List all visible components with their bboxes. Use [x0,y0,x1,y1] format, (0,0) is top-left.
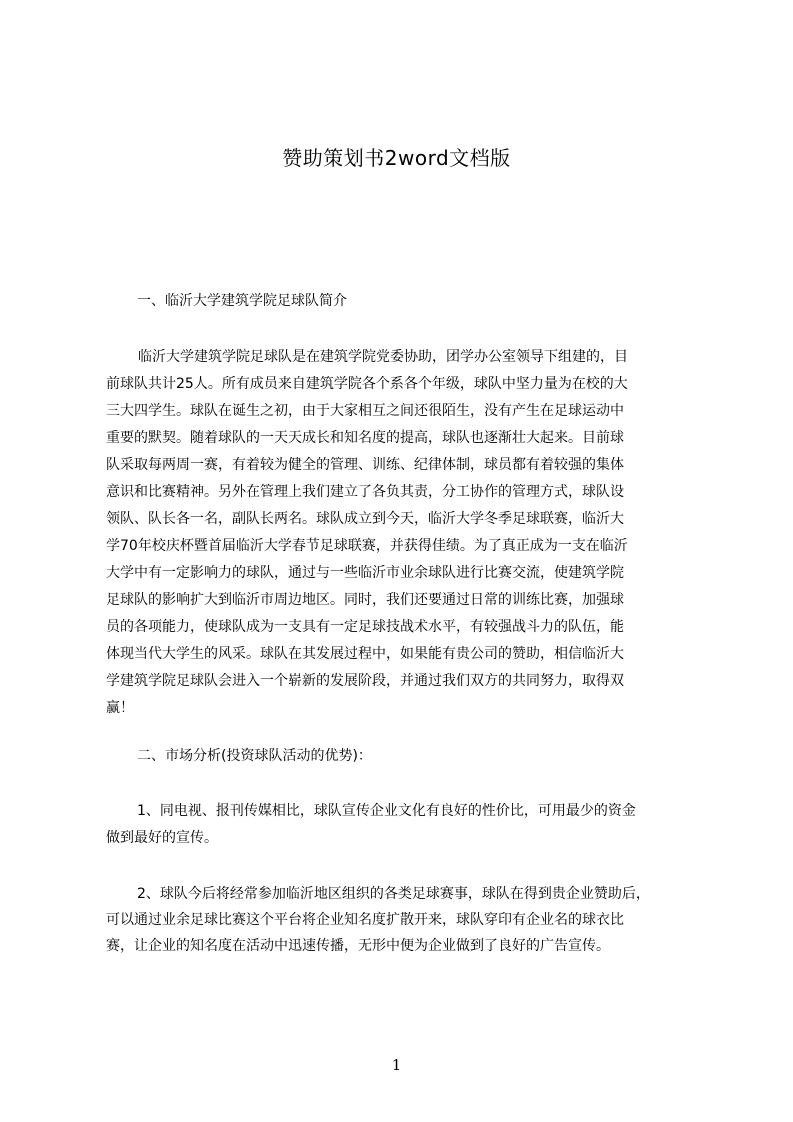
point-2-line: 赛，让企业的知名度在活动中迅速传播，无形中便为企业做到了良好的广告宣传。 [106,938,610,954]
section-1-line: 赢！ [106,700,134,716]
section-1-line: 大学中有一定影响力的球队，通过与一些临沂市业余球队进行比赛交流，使建筑学院 [106,565,624,581]
point-2-line: 2、球队今后将经常参加临沂地区组织的各类足球赛事，球队在得到贵企业赞助后， [137,886,650,902]
section-1-line: 体现当代大学生的风采。球队在其发展过程中，如果能有贵公司的赞助，相信临沂大 [106,646,624,662]
section-1-line: 领队、队长各一名，副队长两名。球队成立到今天，临沂大学冬季足球联赛，临沂大 [106,511,624,527]
section-1-line: 意识和比赛精神。另外在管理上我们建立了各负其责，分工协作的管理方式，球队设 [106,484,624,500]
section-1-line: 重要的默契。随着球队的一天天成长和知名度的提高，球队也逐渐壮大起来。目前球 [106,430,624,446]
point-1-line: 1、同电视、报刊传媒相比，球队宣传企业文化有良好的性价比，可用最少的资金 [137,803,636,819]
point-2-line: 可以通过业余足球比赛这个平台将企业知名度扩散开来，球队穿印有企业名的球衣比 [106,912,624,928]
section-1-line: 员的各项能力，使球队成为一支具有一定足球技战术水平，有较强战斗力的队伍，能 [106,619,624,635]
section-1-line: 足球队的影响扩大到临沂市周边地区。同时，我们还要通过日常的训练比赛，加强球 [106,592,624,608]
section-1-heading: 一、临沂大学建筑学院足球队简介 [137,293,347,309]
section-1-line: 三大四学生。球队在诞生之初，由于大家相互之间还很陌生，没有产生在足球运动中 [106,403,624,419]
document-title: 赞助策划书2word文档版 [282,146,511,170]
section-1-line: 学建筑学院足球队会进入一个崭新的发展阶段，并通过我们双方的共同努力，取得双 [106,673,624,689]
page-number: 1 [391,1056,402,1074]
section-2-heading: 二、市场分析(投资球队活动的优势)： [137,748,372,764]
section-1-line: 学70年校庆杯暨首届临沂大学春节足球联赛，并获得佳绩。为了真正成为一支在临沂 [106,538,628,554]
section-1-line: 队采取每两周一赛，有着较为健全的管理、训练、纪律体制，球员都有着较强的集体 [106,457,624,473]
section-1-line: 临沂大学建筑学院足球队是在建筑学院党委协助，团学办公室领导下组建的，目 [138,349,628,365]
section-1-line: 前球队共计25人。所有成员来自建筑学院各个系各个年级，球队中坚力量为在校的大 [106,376,628,392]
point-1-line: 做到最好的宣传。 [106,830,218,846]
